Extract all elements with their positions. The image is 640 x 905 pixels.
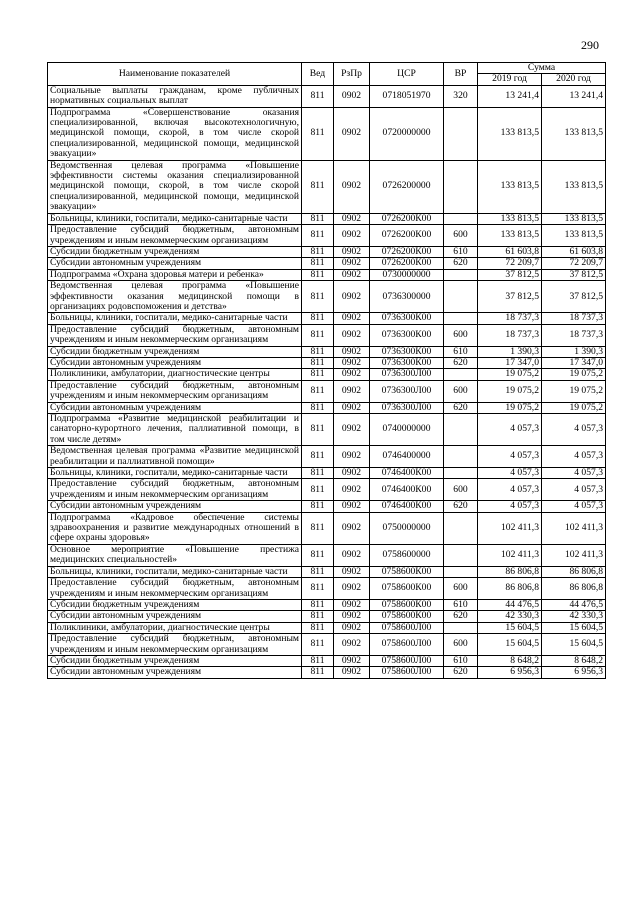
- cell-csr: 0758600Л00: [370, 622, 444, 633]
- cell-name: Предоставление субсидий бюджетным, автономным учреждениям и иным некоммерческим организациям: [48, 380, 302, 402]
- cell-2020: 133 813,5: [542, 225, 606, 247]
- cell-ved: 811: [302, 566, 334, 577]
- cell-2019: 4 057,3: [478, 468, 542, 479]
- cell-csr: 0736300Л00: [370, 402, 444, 413]
- cell-ved: 811: [302, 512, 334, 544]
- cell-name: Предоставление субсидий бюджетным, автономным учреждениям и иным некоммерческим организациям: [48, 634, 302, 656]
- cell-rzpr: 0902: [334, 281, 370, 313]
- cell-2020: 72 209,7: [542, 258, 606, 269]
- cell-2020: 18 737,3: [542, 313, 606, 324]
- cell-name: Подпрограмма «Кадровое обеспечение системы здравоохранения и развитие международных отношений в сфере охраны здоровья»: [48, 512, 302, 544]
- table-row: [48, 258, 606, 269]
- cell-2020: 4 057,3: [542, 446, 606, 468]
- cell-csr: 0746400000: [370, 446, 444, 468]
- table-row: [48, 380, 606, 402]
- cell-ved: 811: [302, 479, 334, 501]
- cell-csr: 0736300К00: [370, 357, 444, 368]
- cell-rzpr: 0902: [334, 160, 370, 213]
- cell-2020: 102 411,3: [542, 544, 606, 566]
- cell-name: Субсидии автономным учреждениям: [48, 501, 302, 512]
- cell-csr: 0726200000: [370, 160, 444, 213]
- table-row: [48, 281, 606, 313]
- cell-name: Субсидии автономным учреждениям: [48, 402, 302, 413]
- table-row: [48, 85, 606, 107]
- cell-2020: 4 057,3: [542, 468, 606, 479]
- cell-rzpr: 0902: [334, 479, 370, 501]
- cell-name: Предоставление субсидий бюджетным, автономным учреждениям и иным некоммерческим организациям: [48, 479, 302, 501]
- cell-2019: 61 603,8: [478, 246, 542, 257]
- cell-rzpr: 0902: [334, 544, 370, 566]
- cell-2019: 44 476,5: [478, 599, 542, 610]
- cell-vr: 600: [444, 380, 478, 402]
- cell-rzpr: 0902: [334, 634, 370, 656]
- cell-name: Подпрограмма «Охрана здоровья матери и ребенка»: [48, 269, 302, 280]
- cell-name: Субсидии бюджетным учреждениям: [48, 246, 302, 257]
- table-row: [48, 324, 606, 346]
- cell-csr: 0758600Л00: [370, 655, 444, 666]
- cell-csr: 0726200К00: [370, 225, 444, 247]
- cell-csr: 0746400К00: [370, 468, 444, 479]
- cell-name: Больницы, клиники, госпитали, медико-санитарные части: [48, 566, 302, 577]
- cell-ved: 811: [302, 324, 334, 346]
- cell-2019: 4 057,3: [478, 479, 542, 501]
- cell-ved: 811: [302, 85, 334, 107]
- table-row: [48, 369, 606, 380]
- cell-rzpr: 0902: [334, 213, 370, 224]
- cell-rzpr: 0902: [334, 357, 370, 368]
- cell-2020: 4 057,3: [542, 414, 606, 446]
- cell-rzpr: 0902: [334, 599, 370, 610]
- cell-2019: 133 813,5: [478, 225, 542, 247]
- cell-2019: 19 075,2: [478, 402, 542, 413]
- cell-ved: 811: [302, 578, 334, 600]
- cell-csr: 0758600000: [370, 544, 444, 566]
- cell-ved: 811: [302, 544, 334, 566]
- cell-2019: 133 813,5: [478, 107, 542, 160]
- cell-rzpr: 0902: [334, 85, 370, 107]
- cell-vr: 610: [444, 246, 478, 257]
- cell-2020: 18 737,3: [542, 324, 606, 346]
- cell-vr: [444, 512, 478, 544]
- cell-2020: 133 813,5: [542, 213, 606, 224]
- cell-name: Предоставление субсидий бюджетным, автономным учреждениям и иным некоммерческим организациям: [48, 324, 302, 346]
- cell-csr: 0730000000: [370, 269, 444, 280]
- cell-2019: 86 806,8: [478, 578, 542, 600]
- cell-rzpr: 0902: [334, 313, 370, 324]
- cell-vr: [444, 160, 478, 213]
- cell-2019: 17 347,0: [478, 357, 542, 368]
- cell-vr: [444, 622, 478, 633]
- cell-2020: 19 075,2: [542, 380, 606, 402]
- cell-vr: [444, 269, 478, 280]
- cell-2019: 86 806,8: [478, 566, 542, 577]
- cell-ved: 811: [302, 281, 334, 313]
- cell-vr: [444, 566, 478, 577]
- cell-2019: 18 737,3: [478, 324, 542, 346]
- cell-ved: 811: [302, 346, 334, 357]
- cell-vr: [444, 446, 478, 468]
- cell-2019: 42 330,3: [478, 611, 542, 622]
- table-row: [48, 269, 606, 280]
- table-row: [48, 346, 606, 357]
- table-row: [48, 213, 606, 224]
- cell-2019: 4 057,3: [478, 501, 542, 512]
- header-year-2020: 2020 год: [542, 74, 606, 85]
- cell-2019: 102 411,3: [478, 544, 542, 566]
- cell-rzpr: 0902: [334, 501, 370, 512]
- cell-rzpr: 0902: [334, 512, 370, 544]
- cell-2020: 42 330,3: [542, 611, 606, 622]
- cell-ved: 811: [302, 667, 334, 678]
- cell-name: Субсидии бюджетным учреждениям: [48, 346, 302, 357]
- cell-vr: 600: [444, 578, 478, 600]
- table-row: [48, 578, 606, 600]
- table-row: [48, 357, 606, 368]
- cell-2019: 8 648,2: [478, 655, 542, 666]
- cell-2020: 15 604,5: [542, 622, 606, 633]
- cell-rzpr: 0902: [334, 324, 370, 346]
- table-row: [48, 468, 606, 479]
- header-csr: ЦСР: [370, 63, 444, 86]
- cell-name: Субсидии автономным учреждениям: [48, 258, 302, 269]
- cell-2020: 6 956,3: [542, 667, 606, 678]
- cell-2019: 72 209,7: [478, 258, 542, 269]
- cell-name: Ведомственная целевая программа «Развитие медицинской реабилитации и паллиативной помощи»: [48, 446, 302, 468]
- cell-ved: 811: [302, 313, 334, 324]
- cell-name: Субсидии бюджетным учреждениям: [48, 599, 302, 610]
- cell-name: Субсидии автономным учреждениям: [48, 611, 302, 622]
- cell-rzpr: 0902: [334, 346, 370, 357]
- cell-rzpr: 0902: [334, 380, 370, 402]
- table-row: [48, 544, 606, 566]
- cell-csr: 0758600К00: [370, 566, 444, 577]
- cell-csr: 0718051970: [370, 85, 444, 107]
- cell-rzpr: 0902: [334, 246, 370, 257]
- cell-rzpr: 0902: [334, 578, 370, 600]
- cell-csr: 0726200К00: [370, 213, 444, 224]
- cell-csr: 0758600К00: [370, 611, 444, 622]
- cell-2020: 17 347,0: [542, 357, 606, 368]
- header-year-2019: 2019 год: [478, 74, 542, 85]
- cell-vr: [444, 213, 478, 224]
- cell-2019: 4 057,3: [478, 414, 542, 446]
- cell-2019: 15 604,5: [478, 622, 542, 633]
- cell-2020: 19 075,2: [542, 402, 606, 413]
- cell-rzpr: 0902: [334, 225, 370, 247]
- cell-rzpr: 0902: [334, 402, 370, 413]
- cell-vr: [444, 414, 478, 446]
- cell-name: Ведомственная целевая программа «Повышение эффективности оказания медицинской помощи в организациях родовспоможения и детства»: [48, 281, 302, 313]
- cell-csr: 0758600К00: [370, 599, 444, 610]
- cell-vr: 600: [444, 479, 478, 501]
- table-row: [48, 107, 606, 160]
- cell-vr: 620: [444, 501, 478, 512]
- cell-csr: 0746400К00: [370, 479, 444, 501]
- cell-ved: 811: [302, 160, 334, 213]
- cell-ved: 811: [302, 380, 334, 402]
- table-row: [48, 599, 606, 610]
- cell-csr: 0758600Л00: [370, 634, 444, 656]
- cell-vr: 620: [444, 667, 478, 678]
- header-row: [48, 63, 606, 74]
- cell-name: Поликлиники, амбулатории, диагностические центры: [48, 369, 302, 380]
- cell-2019: 1 390,3: [478, 346, 542, 357]
- cell-vr: [444, 313, 478, 324]
- budget-table: [47, 62, 606, 679]
- cell-csr: 0736300К00: [370, 324, 444, 346]
- cell-vr: 610: [444, 346, 478, 357]
- cell-vr: 620: [444, 357, 478, 368]
- cell-2019: 37 812,5: [478, 269, 542, 280]
- cell-vr: 600: [444, 324, 478, 346]
- cell-csr: 0736300Л00: [370, 380, 444, 402]
- cell-rzpr: 0902: [334, 611, 370, 622]
- cell-ved: 811: [302, 258, 334, 269]
- cell-name: Больницы, клиники, госпитали, медико-санитарные части: [48, 313, 302, 324]
- cell-2019: 133 813,5: [478, 213, 542, 224]
- cell-ved: 811: [302, 357, 334, 368]
- cell-vr: 600: [444, 225, 478, 247]
- cell-2019: 18 737,3: [478, 313, 542, 324]
- cell-rzpr: 0902: [334, 107, 370, 160]
- table-row: [48, 512, 606, 544]
- cell-vr: 610: [444, 655, 478, 666]
- cell-name: Субсидии автономным учреждениям: [48, 357, 302, 368]
- cell-csr: 0726200К00: [370, 258, 444, 269]
- table-row: [48, 479, 606, 501]
- cell-rzpr: 0902: [334, 667, 370, 678]
- table-row: [48, 446, 606, 468]
- cell-vr: [444, 107, 478, 160]
- cell-2020: 13 241,4: [542, 85, 606, 107]
- cell-csr: 0740000000: [370, 414, 444, 446]
- table-row: [48, 622, 606, 633]
- cell-2020: 15 604,5: [542, 634, 606, 656]
- cell-csr: 0736300Л00: [370, 369, 444, 380]
- table-row: [48, 414, 606, 446]
- cell-csr: 0736300000: [370, 281, 444, 313]
- cell-ved: 811: [302, 599, 334, 610]
- cell-vr: 320: [444, 85, 478, 107]
- cell-2019: 102 411,3: [478, 512, 542, 544]
- page-number: 290: [581, 38, 599, 52]
- cell-2020: 4 057,3: [542, 501, 606, 512]
- cell-csr: 0736300К00: [370, 346, 444, 357]
- cell-vr: 620: [444, 611, 478, 622]
- table-row: [48, 667, 606, 678]
- cell-2020: 61 603,8: [542, 246, 606, 257]
- table-row: [48, 566, 606, 577]
- cell-rzpr: 0902: [334, 655, 370, 666]
- cell-csr: 0746400К00: [370, 501, 444, 512]
- table-row: [48, 634, 606, 656]
- header-ved: Вед: [302, 63, 334, 86]
- cell-ved: 811: [302, 402, 334, 413]
- cell-rzpr: 0902: [334, 446, 370, 468]
- cell-name: Поликлиники, амбулатории, диагностические центры: [48, 622, 302, 633]
- cell-rzpr: 0902: [334, 258, 370, 269]
- header-vr: ВР: [444, 63, 478, 86]
- cell-2019: 19 075,2: [478, 369, 542, 380]
- cell-ved: 811: [302, 414, 334, 446]
- cell-vr: 620: [444, 402, 478, 413]
- header-sum: Сумма: [478, 63, 606, 74]
- cell-rzpr: 0902: [334, 369, 370, 380]
- cell-rzpr: 0902: [334, 269, 370, 280]
- cell-vr: [444, 544, 478, 566]
- cell-2019: 13 241,4: [478, 85, 542, 107]
- cell-ved: 811: [302, 446, 334, 468]
- cell-name: Предоставление субсидий бюджетным, автономным учреждениям и иным некоммерческим организациям: [48, 578, 302, 600]
- cell-rzpr: 0902: [334, 566, 370, 577]
- cell-2020: 86 806,8: [542, 566, 606, 577]
- cell-2020: 8 648,2: [542, 655, 606, 666]
- cell-name: Субсидии автономным учреждениям: [48, 667, 302, 678]
- cell-ved: 811: [302, 269, 334, 280]
- cell-ved: 811: [302, 246, 334, 257]
- cell-rzpr: 0902: [334, 468, 370, 479]
- cell-name: Подпрограмма «Развитие медицинской реабилитации и санаторно-курортного лечения, паллиативной помощи, в том числе детям»: [48, 414, 302, 446]
- cell-2020: 1 390,3: [542, 346, 606, 357]
- cell-ved: 811: [302, 622, 334, 633]
- cell-vr: [444, 281, 478, 313]
- cell-vr: 620: [444, 258, 478, 269]
- cell-vr: 600: [444, 634, 478, 656]
- cell-vr: [444, 468, 478, 479]
- cell-csr: 0750000000: [370, 512, 444, 544]
- table-row: [48, 611, 606, 622]
- cell-name: Субсидии бюджетным учреждениям: [48, 655, 302, 666]
- cell-ved: 811: [302, 611, 334, 622]
- cell-name: Предоставление субсидий бюджетным, автономным учреждениям и иным некоммерческим организациям: [48, 225, 302, 247]
- cell-2019: 19 075,2: [478, 380, 542, 402]
- cell-name: Подпрограмма «Совершенствование оказания специализированной, включая высокотехнологичную, медицинской помощи, скорой, в том числе скорой специализированной, медицинской помощи, медицинской эвакуации»: [48, 107, 302, 160]
- cell-ved: 811: [302, 107, 334, 160]
- cell-ved: 811: [302, 655, 334, 666]
- cell-2019: 15 604,5: [478, 634, 542, 656]
- table-row: [48, 402, 606, 413]
- cell-rzpr: 0902: [334, 622, 370, 633]
- cell-2020: 133 813,5: [542, 107, 606, 160]
- cell-2019: 133 813,5: [478, 160, 542, 213]
- cell-vr: 610: [444, 599, 478, 610]
- cell-2019: 4 057,3: [478, 446, 542, 468]
- table-row: [48, 225, 606, 247]
- cell-2020: 102 411,3: [542, 512, 606, 544]
- cell-ved: 811: [302, 501, 334, 512]
- cell-csr: 0758600Л00: [370, 667, 444, 678]
- cell-2019: 6 956,3: [478, 667, 542, 678]
- cell-name: Больницы, клиники, госпитали, медико-санитарные части: [48, 468, 302, 479]
- cell-name: Больницы, клиники, госпитали, медико-санитарные части: [48, 213, 302, 224]
- cell-rzpr: 0902: [334, 414, 370, 446]
- cell-ved: 811: [302, 634, 334, 656]
- cell-vr: [444, 369, 478, 380]
- cell-2020: 37 812,5: [542, 281, 606, 313]
- table-row: [48, 160, 606, 213]
- header-name: Наименование показателей: [48, 63, 302, 86]
- cell-name: Социальные выплаты гражданам, кроме публичных нормативных социальных выплат: [48, 85, 302, 107]
- cell-name: Ведомственная целевая программа «Повышение эффективности системы оказания специализированной медицинской помощи, скорой, в том числе скорой специализированной, медицинской помощи, медицинской эвакуации»: [48, 160, 302, 213]
- table-row: [48, 501, 606, 512]
- cell-csr: 0726200К00: [370, 246, 444, 257]
- cell-csr: 0736300К00: [370, 313, 444, 324]
- cell-csr: 0758600К00: [370, 578, 444, 600]
- cell-2020: 19 075,2: [542, 369, 606, 380]
- table-row: [48, 313, 606, 324]
- cell-2020: 37 812,5: [542, 269, 606, 280]
- cell-ved: 811: [302, 213, 334, 224]
- cell-2019: 37 812,5: [478, 281, 542, 313]
- cell-ved: 811: [302, 225, 334, 247]
- cell-ved: 811: [302, 369, 334, 380]
- cell-2020: 133 813,5: [542, 160, 606, 213]
- table-row: [48, 655, 606, 666]
- cell-2020: 86 806,8: [542, 578, 606, 600]
- cell-csr: 0720000000: [370, 107, 444, 160]
- table-body: [48, 85, 606, 678]
- cell-2020: 44 476,5: [542, 599, 606, 610]
- cell-2020: 4 057,3: [542, 479, 606, 501]
- cell-ved: 811: [302, 468, 334, 479]
- cell-name: Основное мероприятие «Повышение престижа медицинских специальностей»: [48, 544, 302, 566]
- table-row: [48, 246, 606, 257]
- header-rzpr: РзПр: [334, 63, 370, 86]
